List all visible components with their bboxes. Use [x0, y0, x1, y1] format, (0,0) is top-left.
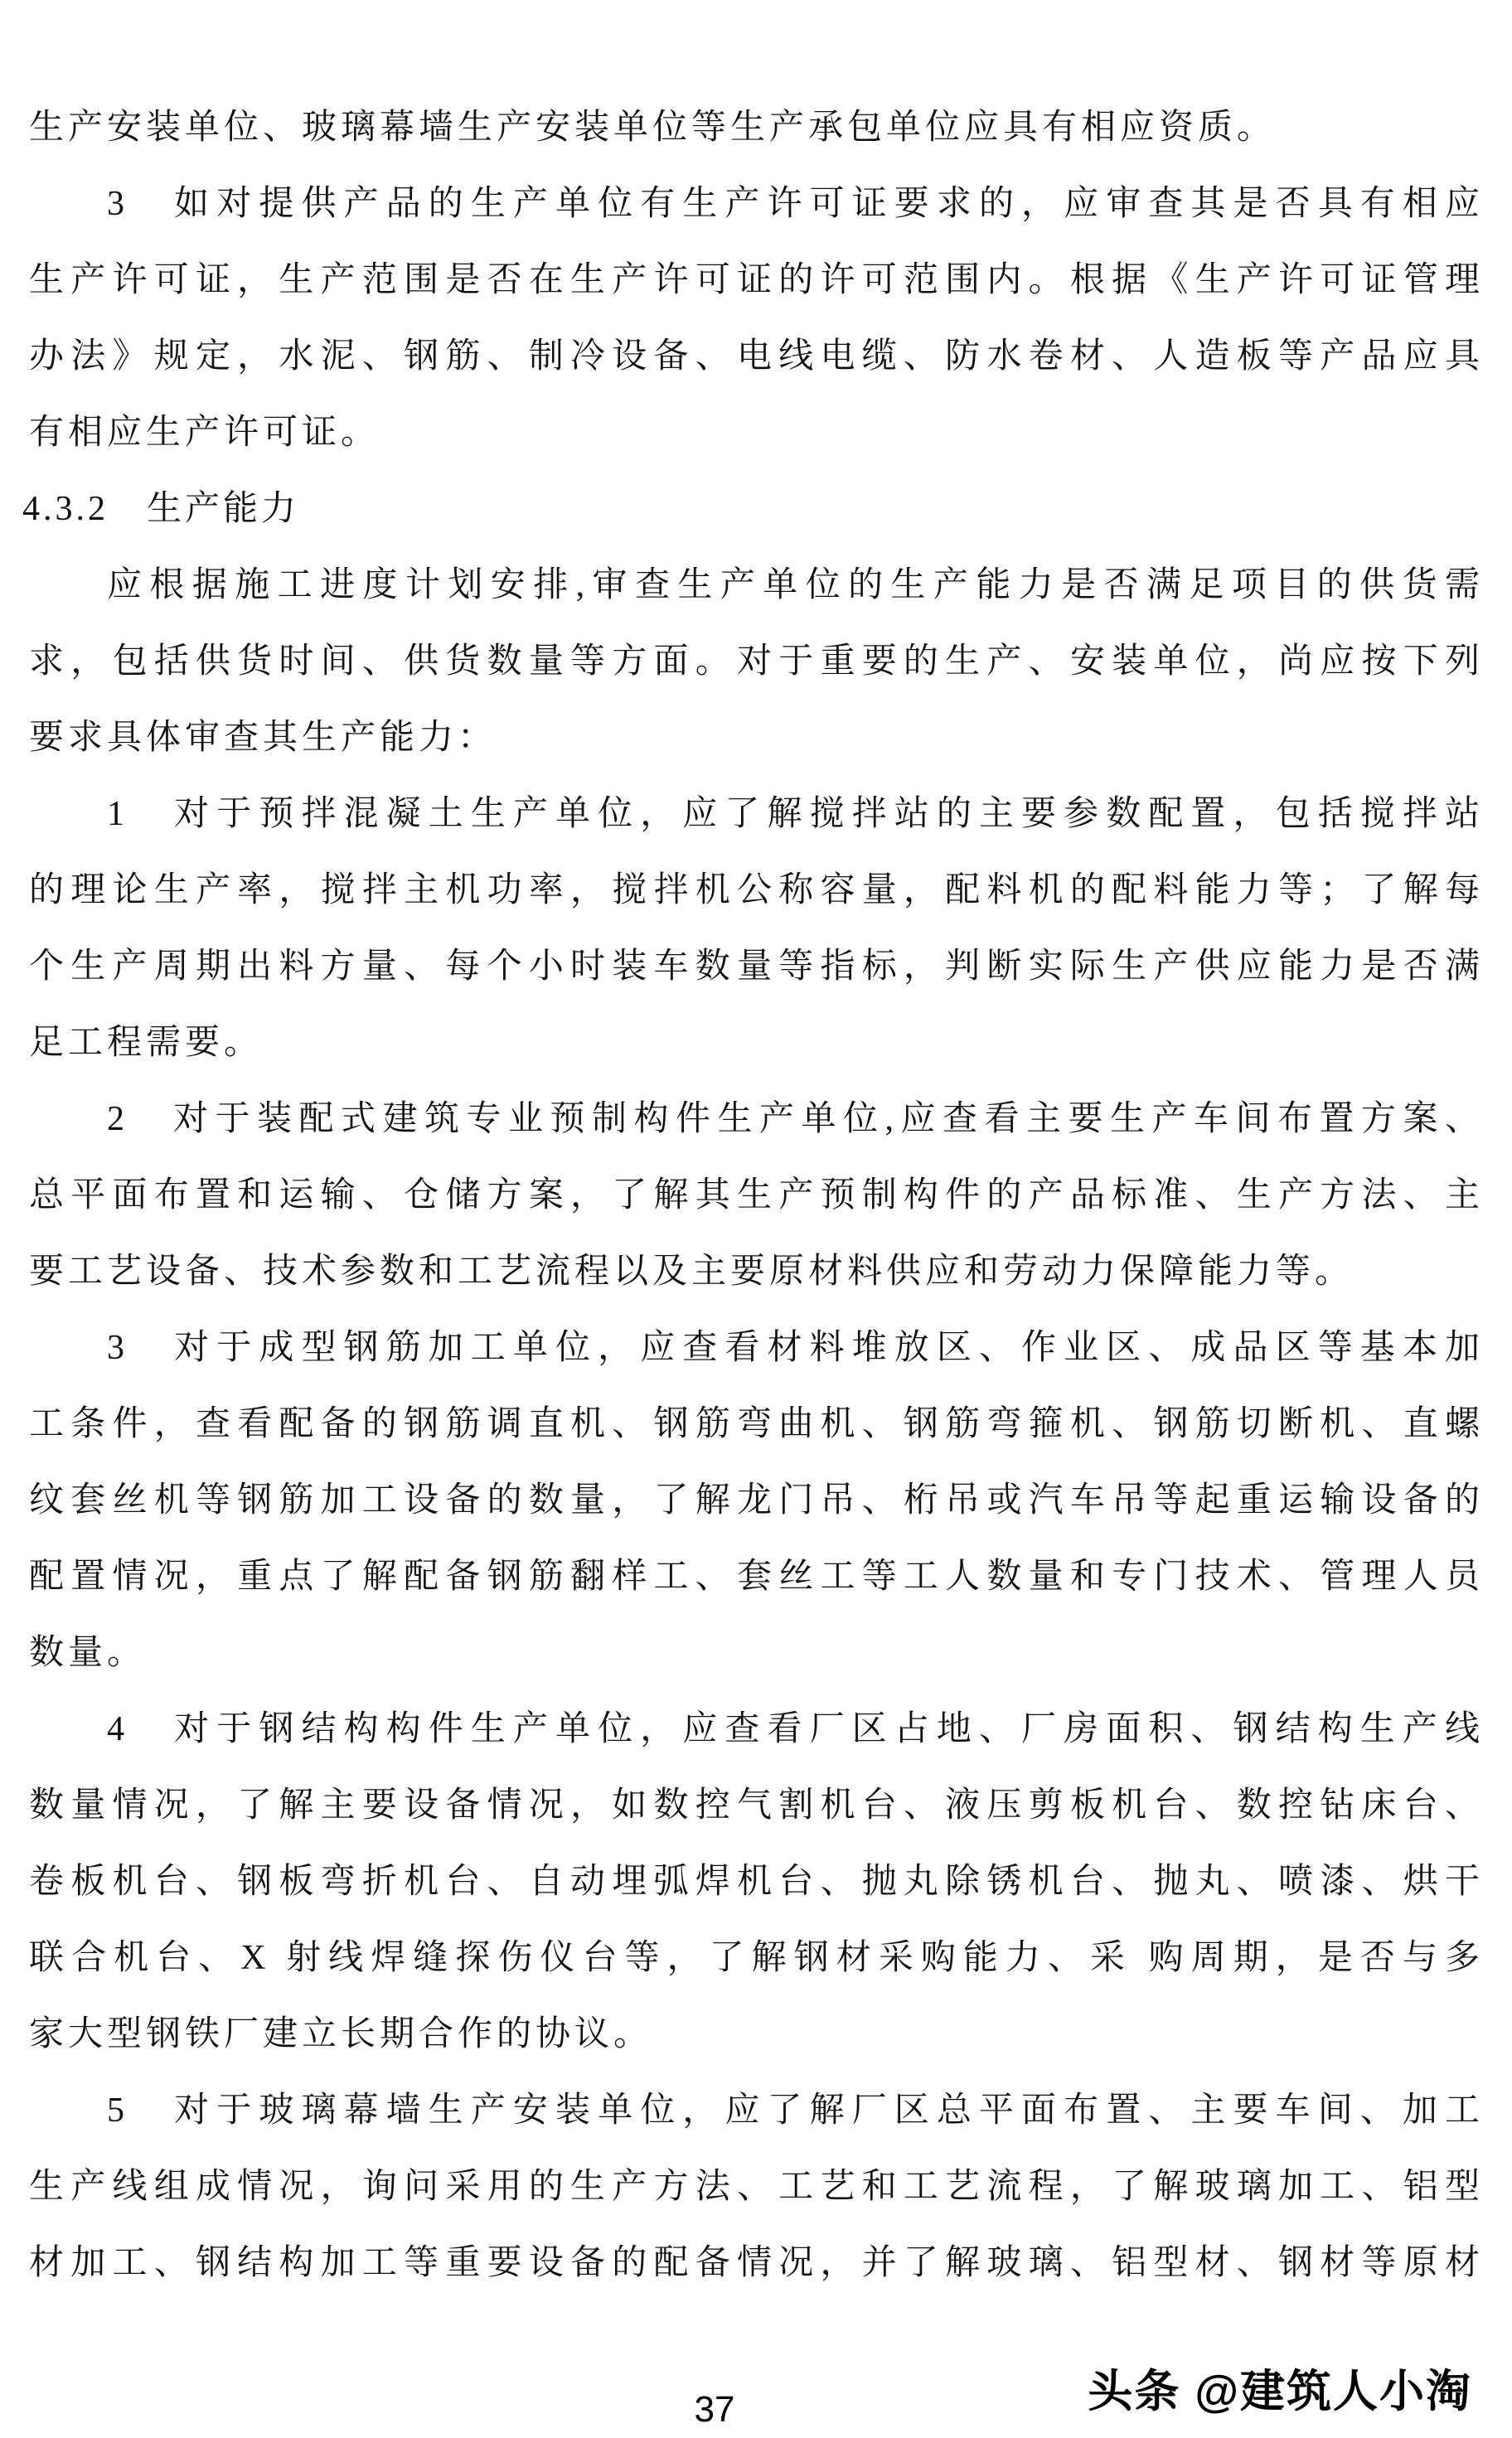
text-line: 纹套丝机等钢筋加工设备的数量，了解龙门吊、桁吊或汽车吊等起重运输设备的 — [29, 1481, 1484, 1520]
text-line: 联合机台、X 射线焊缝探伤仪台等，了解钢材采购能力、采 购周期，是否与多 — [29, 1939, 1484, 1977]
text-line: 配置情况，重点了解配备钢筋翻样工、套丝工等工人数量和专门技术、管理人员 — [29, 1558, 1484, 1596]
list-item-line: 1 对于预拌混凝土生产单位，应了解搅拌站的主要参数配置，包括搅拌站 — [107, 795, 1484, 833]
list-item-line: 3 对于成型钢筋加工单位，应查看材料堆放区、作业区、成品区等基本加 — [107, 1329, 1484, 1367]
text-line: 个生产周期出料方量、每个小时装车数量等指标，判断实际生产供应能力是否满 — [29, 948, 1484, 986]
text-line: 家大型钢铁厂建立长期合作的协议。 — [29, 2015, 653, 2053]
text-line: 材加工、钢结构加工等重要设备的配备情况，并了解玻璃、铝型材、钢材等原材 — [29, 2244, 1484, 2282]
text-line: 要工艺设备、技术参数和工艺流程以及主要原材料供应和劳动力保障能力等。 — [29, 1253, 1354, 1291]
section-heading: 4.3.2 生产能力 — [22, 490, 300, 528]
text-line: 生产许可证，生产范围是否在生产许可证的许可范围内。根据《生产许可证管理 — [29, 261, 1484, 299]
text-line: 工条件，查看配备的钢筋调直机、钢筋弯曲机、钢筋弯箍机、钢筋切断机、直螺 — [29, 1405, 1484, 1443]
text-line: 生产安装单位、玻璃幕墙生产安装单位等生产承包单位应具有相应资质。 — [29, 109, 1277, 147]
text-line: 求，包括供货时间、供货数量等方面。对于重要的生产、安装单位，尚应按下列 — [29, 642, 1484, 681]
page-number: 37 — [694, 2389, 735, 2430]
text-line: 卷板机台、钢板弯折机台、自动埋弧焊机台、抛丸除锈机台、抛丸、喷漆、烘干 — [29, 1863, 1484, 1901]
text-line: 数量。 — [29, 1634, 147, 1672]
text-line: 办法》规定，水泥、钢筋、制冷设备、电线电缆、防水卷材、人造板等产品应具 — [29, 337, 1484, 376]
document-text — [22, 90, 1484, 2301]
list-item-line: 3 如对提供产品的生产单位有生产许可证要求的，应审查其是否具有相应 — [107, 185, 1484, 223]
text-line: 数量情况，了解主要设备情况，如数控气割机台、液压剪板机台、数控钻床台、 — [29, 1786, 1484, 1825]
list-item-line: 5 对于玻璃幕墙生产安装单位，应了解厂区总平面布置、主要车间、加工 — [107, 2091, 1484, 2130]
text-line: 有相应生产许可证。 — [29, 414, 380, 452]
text-line: 足工程需要。 — [29, 1024, 264, 1062]
list-item-line: 2 对于装配式建筑专业预制构件生产单位,应查看主要生产车间布置方案、 — [107, 1100, 1484, 1138]
watermark: 头条 @建筑人小淘 — [1088, 2367, 1472, 2416]
text-line: 应根据施工进度计划安排,审查生产单位的生产能力是否满足项目的供货需 — [107, 566, 1484, 604]
text-line: 总平面布置和运输、仓储方案，了解其生产预制构件的产品标准、生产方法、主 — [29, 1176, 1484, 1214]
text-line: 生产线组成情况，询问采用的生产方法、工艺和工艺流程，了解玻璃加工、铝型 — [29, 2168, 1484, 2206]
text-line: 要求具体审查其生产能力： — [29, 719, 497, 757]
text-line: 的理论生产率，搅拌主机功率，搅拌机公称容量，配料机的配料能力等；了解每 — [29, 871, 1484, 909]
list-item-line: 4 对于钢结构构件生产单位，应查看厂区占地、厂房面积、钢结构生产线 — [107, 1710, 1484, 1748]
